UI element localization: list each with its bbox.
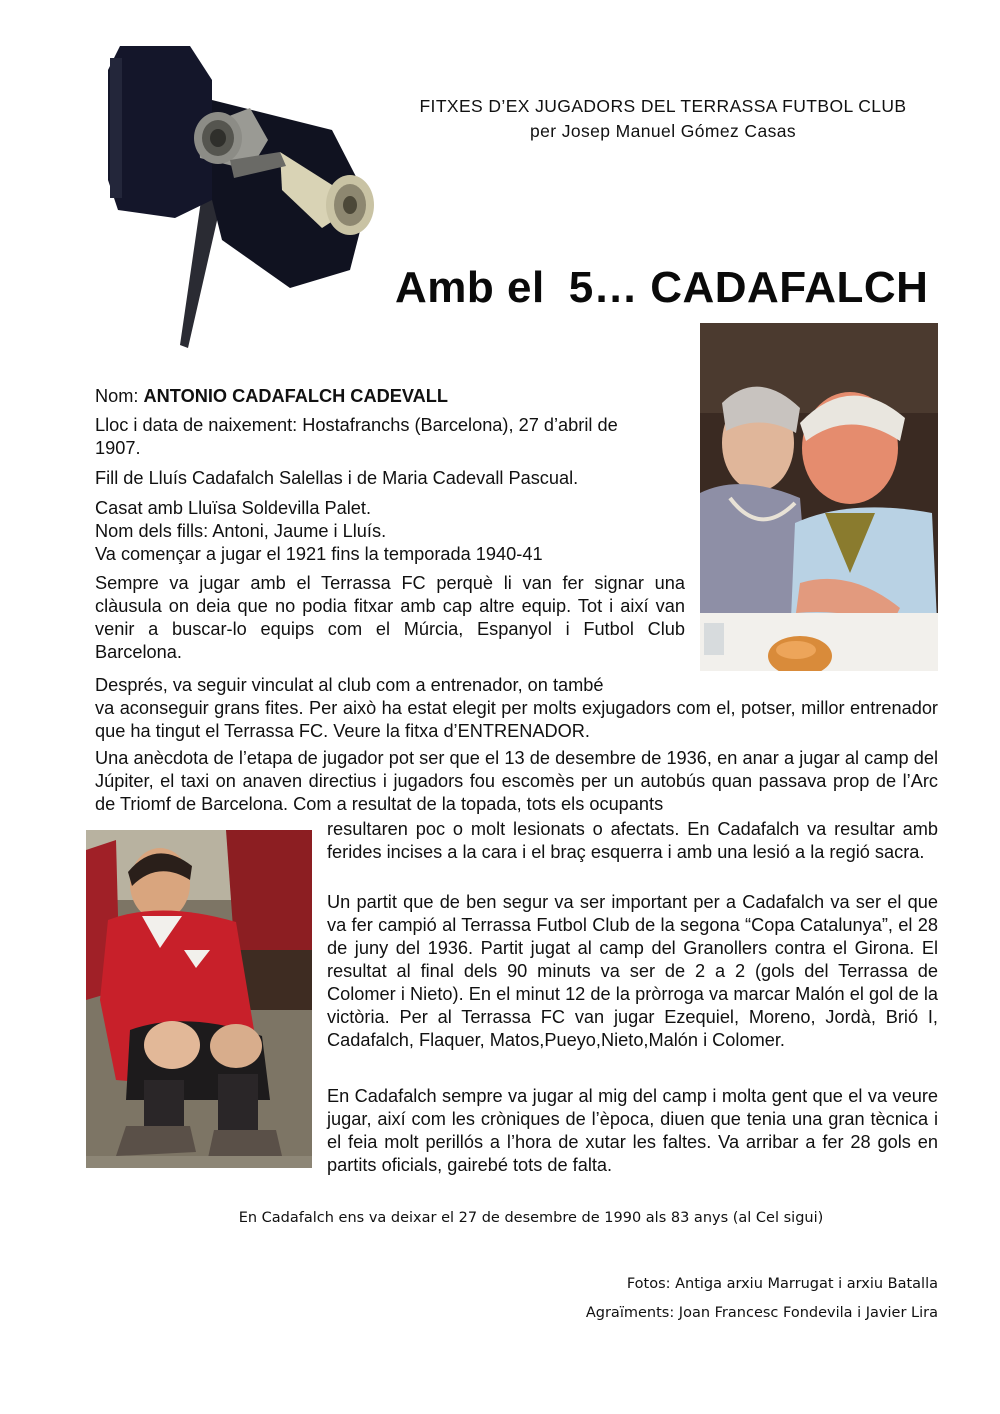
paragraph-coach-line1: Després, va seguir vinculat al club com a entrenador, on també xyxy=(95,675,604,695)
bio-children: Nom dels fills: Antoni, Jaume i Lluís. xyxy=(95,521,387,541)
footer-death-note: En Cadafalch ens va deixar el 27 de desembre de 1990 als 83 anys (al Cel sigui) xyxy=(238,1210,824,1226)
bio-block xyxy=(95,385,685,566)
header-series-title: FITXES D’EX JUGADORS DEL TERRASSA FUTBOL CLUB xyxy=(419,96,907,116)
footer-photo-credits: Fotos: Antiga arxiu Marrugat i arxiu Batalla xyxy=(626,1276,938,1292)
photo-young-player xyxy=(86,830,312,1168)
footer-acknowledgements: Agraïments: Joan Francesc Fondevila i Javier Lira xyxy=(585,1305,938,1321)
bio-birth-line1: Lloc i data de naixement: Hostafranchs (Barcelona), 27 d’abril de xyxy=(95,415,618,435)
paragraph-match: Un partit que de ben segur va ser important per a Cadafalch va ser el que va fer campió al Terrassa Futbol Club de la segona “Copa Catalunya”, el 28 de juny del 1936. Partit jugat al camp del Granollers contra el Girona. El resultat al final dels 90 minuts va ser de 2 a 2 (gols del Terrassa de Colomer i Nieto). En el minut 12 de la pròrroga va marcar Malón el gol de la victòria. Per al Terrassa FC van jugar Ezequiel, Moreno, Jordà, Brió I, Cadafalch, Flaquer, Matos,Pueyo,Nieto,Malón i Colomer. xyxy=(327,892,938,1050)
paragraph-anecdote: Una anècdota de l’etapa de jugador pot ser que el 13 de desembre de 1936, en anar a jugar al camp del Júpiter, el taxi on anaven directius i jugadors fou escomès per un autobús quan passava prop de l’Arc de Triomf de Barcelona. Com a resultat de la topada, tots els ocupants xyxy=(95,748,938,814)
header-author: per Josep Manuel Gómez Casas xyxy=(529,121,797,141)
title-player-name: CADAFALCH xyxy=(650,263,929,312)
bio-married: Casat amb Lluïsa Soldevilla Palet. xyxy=(95,498,371,518)
paragraph-anecdote-continued: resultaren poc o molt lesionats o afectats. En Cadafalch va resultar amb ferides incises a la cara i el braç esquerra i amb una lesió a la regió sacra. xyxy=(327,819,938,862)
paragraph-clause: Sempre va jugar amb el Terrassa FC perquè li van fer signar una clàusula on deia que no podia fitxar amb cap altre equip. Tot i així van venir a buscar-lo equips com el Múrcia, Espanyol i Futbol Club Barcelona. xyxy=(95,573,685,662)
page-title xyxy=(395,263,928,313)
bio-parents: Fill de Lluís Cadafalch Salellas i de Maria Cadevall Pascual. xyxy=(95,468,579,488)
paragraph-playing-style: En Cadafalch sempre va jugar al mig del camp i molta gent que el va veure jugar, així com les cròniques de l’època, diuen que tenia una gran tècnica i el feia molt perillós a l’hora de xutar les faltes. Va arribar a fer 28 gols en partits oficials, gairebé tots de falta. xyxy=(327,1086,938,1175)
bio-name-value: ANTONIO CADAFALCH CADEVALL xyxy=(143,386,448,406)
photo-elderly-couple xyxy=(700,323,938,671)
bio-name-line xyxy=(95,385,685,408)
bio-career: Va començar a jugar el 1921 fins la temporada 1940-41 xyxy=(95,544,543,564)
title-number: 5… xyxy=(568,263,639,312)
bio-name-label: Nom: xyxy=(95,386,139,406)
paragraph-coach-rest: va aconseguir grans fites. Per això ha estat elegit per molts exjugadors com el, potser, millor entrenador que ha tingut el Terrassa FC. Veure la fitxa d’ENTRENADOR. xyxy=(95,698,938,741)
bio-birth-line2: 1907. xyxy=(95,438,141,458)
loudspeaker-icon xyxy=(100,40,385,350)
title-prefix: Amb el xyxy=(395,263,545,312)
